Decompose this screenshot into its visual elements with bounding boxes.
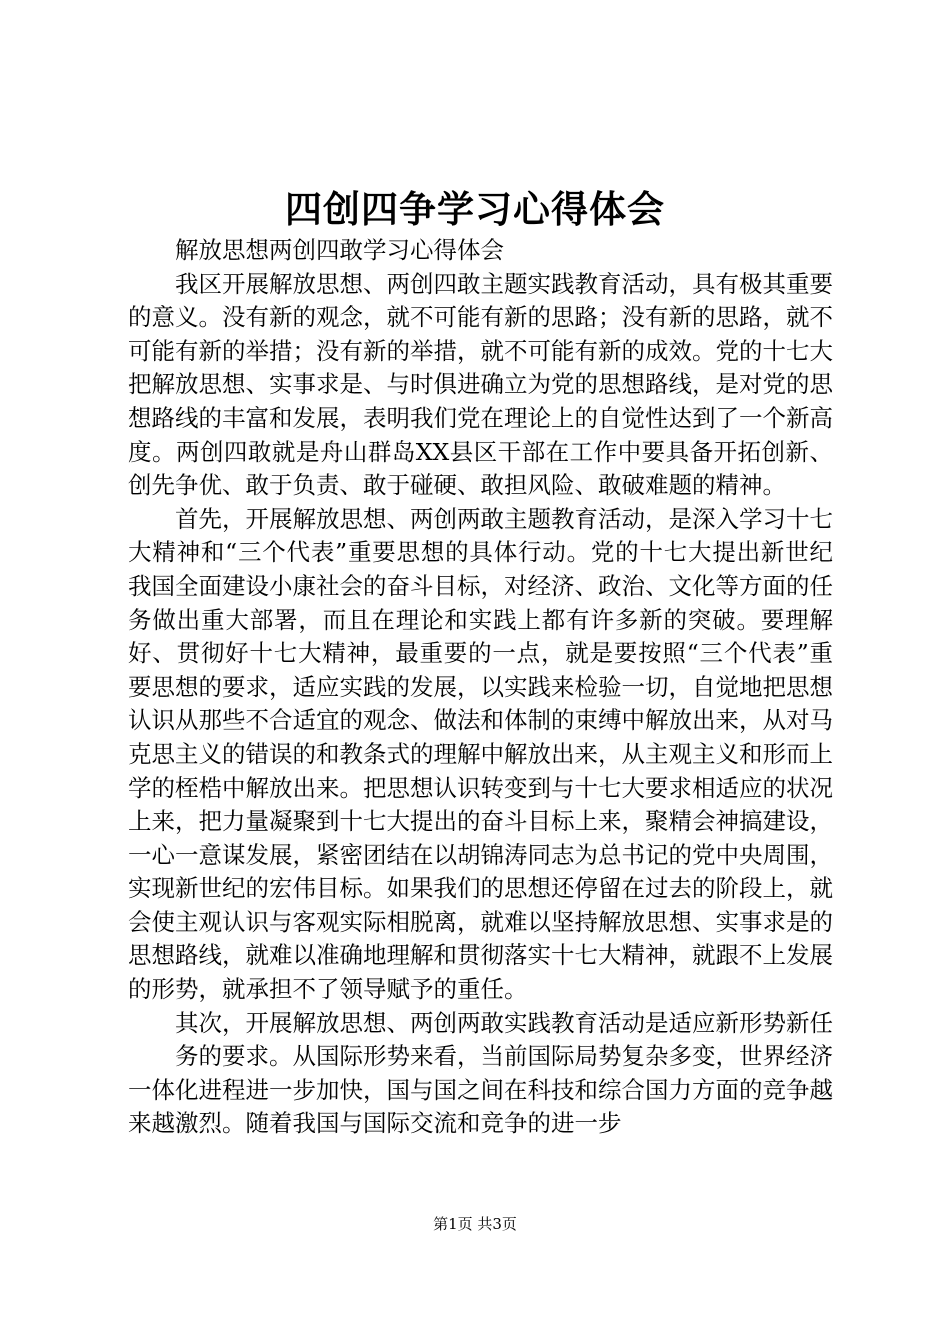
body-paragraph: 首先，开展解放思想、两创两敢主题教育活动，是深入学习十七大精神和“三个代表”重要思想的具体行动。党的十七大提出新世纪我国全面建设小康社会的奋斗目标，对经济、政治、文化等方面的任务做出重大部署，而且在理论和实践上都有许多新的突破。要理解好、贯彻好十七大精神，最重要的一点，就是要按照“三个代表”重要思想的要求，适应实践的发展，以实践来检验一切，自觉地把思想认识从那些不合适宜的观念、做法和体制的束缚中解放出来，从对马克思主义的错误的和教条式的理解中解放出来，从主观主义和形而上学的桎梏中解放出来。把思想认识转变到与十七大要求相适应的状况上来，把力量凝聚到十七大提出的奋斗目标上来，聚精会神搞建设，一心一意谋发展，紧密团结在以胡锦涛同志为总书记的党中央周围，实现新世纪的宏伟目标。如果我们的思想还停留在过去的阶段上，就会使主观认识与客观实际相脱离，就难以坚持解放思想、实事求是的思想路线，就难以准确地理解和贯彻落实十七大精神，就跟不上发展的形势，就承担不了领导赋予的重任。 bbox=[128, 504, 833, 1004]
body-paragraph: 其次，开展解放思想、两创两敢实践教育活动是适应新形势新任 bbox=[175, 1008, 833, 1037]
subtitle-paragraph: 解放思想两创四敢学习心得体会 bbox=[175, 236, 504, 264]
document-title: 四创四争学习心得体会 bbox=[285, 187, 665, 231]
page-number-footer: 第1页 共3页 bbox=[433, 1215, 517, 1233]
document-body bbox=[128, 234, 833, 1141]
body-paragraph: 务的要求。从国际形势来看，当前国际局势复杂多变，世界经济一体化进程进一步加快，国与国之间在科技和综合国力方面的竞争越来越激烈。随着我国与国际交流和竞争的进一步 bbox=[128, 1042, 833, 1138]
body-paragraph: 我区开展解放思想、两创四敢主题实践教育活动，具有极其重要的意义。没有新的观念，就不可能有新的思路；没有新的思路，就不可能有新的举措；没有新的举措，就不可能有新的成效。党的十七大把解放思想、实事求是、与时俱进确立为党的思想路线，是对党的思想路线的丰富和发展，表明我们党在理论上的自觉性达到了一个新高度。两创四敢就是舟山群岛XX县区干部在工作中要具备开拓创新、创先争优、敢于负责、敢于碰硬、敢担风险、敢破难题的精神。 bbox=[128, 269, 833, 500]
